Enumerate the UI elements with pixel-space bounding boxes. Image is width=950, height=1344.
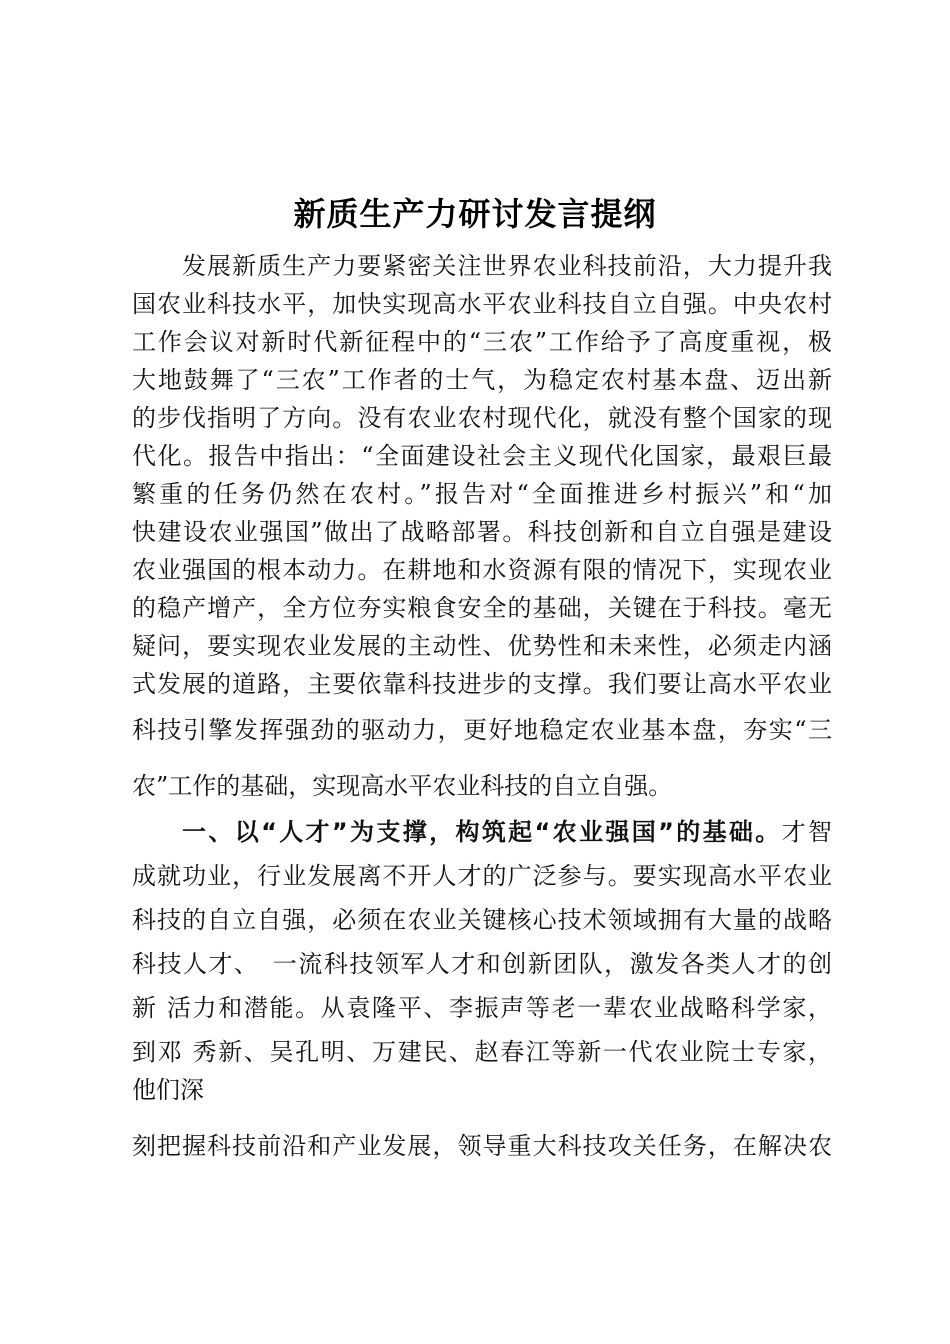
paragraph-1-line-8: 快建设农业强国”做出了战略部署。科技创新和自立自强是建设 bbox=[132, 518, 832, 546]
paragraph-1-line-9: 农业强国的根本动力。在耕地和水资源有限的情况下，实现农业 bbox=[132, 556, 832, 584]
paragraph-2-line-1: 成就功业，行业发展离不开人才的广泛参与。要实现高水平农业 bbox=[132, 862, 832, 890]
section-1-heading-line bbox=[182, 814, 832, 850]
paragraph-2-line-5: 到邓 秀新、吴孔明、万建民、赵春江等新一代农业院士专家， bbox=[132, 1038, 832, 1066]
paragraph-2-line-2: 科技的自立自强，必须在农业关键核心技术领域拥有大量的战略 bbox=[132, 906, 832, 934]
section-1-heading-tail: 才智 bbox=[781, 818, 832, 846]
paragraph-1-line-5: 的步伐指明了方向。没有农业农村现代化，就没有整个国家的现 bbox=[132, 404, 832, 432]
document-title: 新质生产力研讨发言提纲 bbox=[293, 195, 657, 233]
paragraph-2-line-6: 他们深 bbox=[132, 1076, 204, 1104]
paragraph-2-line-7: 刻把握科技前沿和产业发展，领导重大科技攻关任务，在解决农 bbox=[132, 1132, 832, 1160]
paragraph-1-line-13: 科技引擎发挥强劲的驱动力，更好地稳定农业基本盘，夯实“三 bbox=[132, 716, 832, 744]
paragraph-1-line-12: 式发展的道路，主要依靠科技进步的支撑。我们要让高水平农业 bbox=[132, 670, 832, 698]
paragraph-1-line-6: 代化。报告中指出：“全面建设社会主义现代化国家，最艰巨最 bbox=[132, 442, 832, 470]
paragraph-1-line-10: 的稳产增产，全方位夯实粮食安全的基础，关键在于科技。毫无 bbox=[132, 594, 832, 622]
paragraph-2-line-4: 新 活力和潜能。从袁隆平、李振声等老一辈农业战略科学家， bbox=[132, 994, 832, 1022]
paragraph-1-line-14: 农”工作的基础，实现高水平农业科技的自立自强。 bbox=[132, 772, 673, 800]
paragraph-1-line-11: 疑问，要实现农业发展的主动性、优势性和未来性，必须走内涵 bbox=[132, 632, 832, 660]
paragraph-1-line-3: 工作会议对新时代新征程中的“三农”工作给予了高度重视，极 bbox=[132, 328, 832, 356]
paragraph-1-line-4: 大地鼓舞了“三农”工作者的士气，为稳定农村基本盘、迈出新 bbox=[132, 366, 832, 394]
section-1-heading: 一、以“人才”为支撑，构筑起“农业强国”的基础。 bbox=[182, 818, 782, 846]
paragraph-1-line-7: 繁重的任务仍然在农村。”报告对“全面推进乡村振兴”和“加 bbox=[132, 480, 832, 508]
paragraph-1-line-2: 国农业科技水平，加快实现高水平农业科技自立自强。中央农村 bbox=[132, 290, 832, 318]
paragraph-1-line-1: 发展新质生产力要紧密关注世界农业科技前沿，大力提升我 bbox=[182, 252, 832, 280]
paragraph-2-line-3: 科技人才、 一流科技领军人才和创新团队，激发各类人才的创 bbox=[132, 950, 832, 978]
